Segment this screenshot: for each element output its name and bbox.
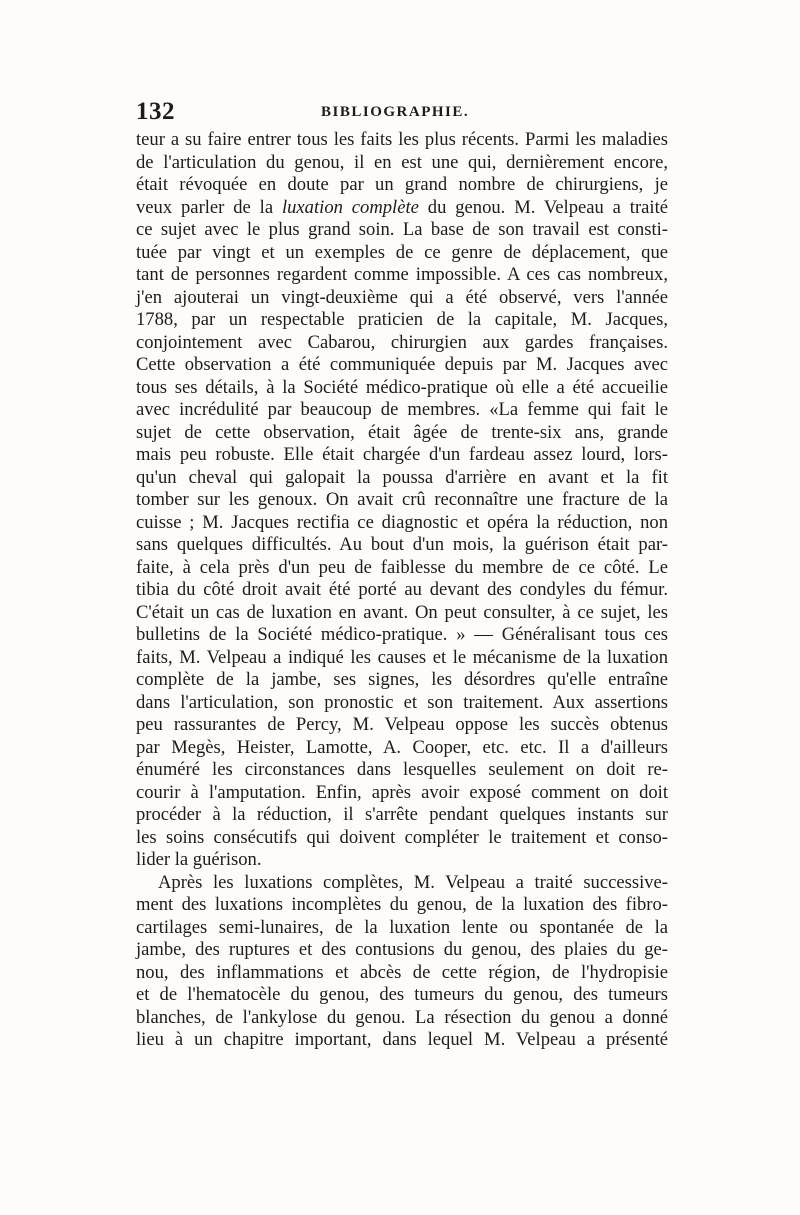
text-line: les soins consécutifs qui doivent compléter le traitement et conso- xyxy=(136,826,668,848)
text-segment: veux parler de la xyxy=(136,196,274,218)
text-line: dans l'articulation, son pronostic et son traitement. Aux assertions xyxy=(136,691,668,713)
text-line: tant de personnes regardent comme impossible. A ces cas nombreux, xyxy=(136,264,668,285)
text-line: ment des luxations incomplètes du genou, de la luxation des fibro- xyxy=(136,894,668,915)
text-line: par Megès, Heister, Lamotte, A. Cooper, etc. etc. Il a d'ailleurs xyxy=(136,736,668,758)
text-line: tibia du côté droit avait été porté au devant des condyles du fémur. xyxy=(136,579,668,600)
page-number: 132 xyxy=(136,98,175,125)
text-line: cuisse ; M. Jacques rectifia ce diagnostic et opéra la réduction, non xyxy=(136,511,668,533)
text-line: conjointement avec Cabarou, chirurgien aux gardes françaises. xyxy=(136,331,668,353)
text-line: sans quelques difficultés. Au bout d'un mois, la guérison était par- xyxy=(136,534,668,555)
text-line: ce sujet avec le plus grand soin. La base de son travail est consti- xyxy=(136,219,668,240)
text-line: lieu à un chapitre important, dans lequel M. Velpeau a présenté xyxy=(136,1029,668,1050)
text-line: était révoquée en doute par un grand nombre de chirurgiens, je xyxy=(136,174,668,195)
text-line: faite, à cela près d'un peu de faiblesse du membre de ce côté. Le xyxy=(136,556,668,578)
text-line xyxy=(136,197,668,220)
text-line: sujet de cette observation, était âgée de trente-six ans, grande xyxy=(136,421,668,443)
text-line: nou, des inflammations et abcès de cette région, de l'hydropisie xyxy=(136,961,668,983)
text-line: lider la guérison. xyxy=(136,849,262,870)
text-line: courir à l'amputation. Enfin, après avoir exposé comment on doit xyxy=(136,781,668,803)
running-head: BIBLIOGRAPHIE. xyxy=(321,104,470,120)
text-line: bulletins de la Société médico-pratique. » — Généralisant tous ces xyxy=(136,624,668,645)
body-text xyxy=(136,129,668,1052)
text-line: peu rassurantes de Percy, M. Velpeau oppose les succès obtenus xyxy=(136,714,668,735)
text-line: j'en ajouterai un vingt-deuxième qui a été observé, vers l'année xyxy=(136,286,668,308)
text-segment: du genou. M. Velpeau a traité xyxy=(427,196,668,218)
text-line: et de l'hematocèle du genou, des tumeurs du genou, des tumeurs xyxy=(136,984,668,1005)
text-line: tomber sur les genoux. On avait crû reconnaître une fracture de la xyxy=(136,489,668,510)
text-line: qu'un cheval qui galopait la poussa d'arrière en avant et la fit xyxy=(136,466,668,488)
text-line: mais peu robuste. Elle était chargée d'un fardeau assez lourd, lors- xyxy=(136,444,668,465)
text-line: cartilages semi-lunaires, de la luxation lente ou spontanée de la xyxy=(136,916,668,938)
text-line: faits, M. Velpeau a indiqué les causes et le mécanisme de la luxation xyxy=(136,646,668,668)
text-line: C'était un cas de luxation en avant. On peut consulter, à ce sujet, les xyxy=(136,601,668,623)
text-line: avec incrédulité par beaucoup de membres. «La femme qui fait le xyxy=(136,399,668,420)
italic-term: luxation complète xyxy=(281,196,419,218)
text-line: jambe, des ruptures et des contusions du genou, des plaies du ge- xyxy=(136,939,668,960)
text-line: 1788, par un respectable praticien de la capitale, M. Jacques, xyxy=(136,309,668,330)
text-line: tous ses détails, à la Société médico-pratique où elle a été accueilie xyxy=(136,376,668,398)
text-line: de l'articulation du genou, il en est une qui, dernièrement encore, xyxy=(136,151,668,173)
text-line: Après les luxations complètes, M. Velpeau a traité successive- xyxy=(158,871,668,893)
text-line: blanches, de l'ankylose du genou. La résection du genou a donné xyxy=(136,1006,668,1028)
text-line: teur a su faire entrer tous les faits les plus récents. Parmi les maladies xyxy=(136,129,668,150)
text-line: énuméré les circonstances dans lesquelles seulement on doit re- xyxy=(136,759,668,780)
text-line: procéder à la réduction, il s'arrête pendant quelques instants sur xyxy=(136,804,668,825)
text-line: complète de la jambe, ses signes, les désordres qu'elle entraîne xyxy=(136,669,668,690)
page-header xyxy=(136,98,666,128)
text-line: tuée par vingt et un exemples de ce genre de déplacement, que xyxy=(136,241,668,263)
text-line: Cette observation a été communiquée depuis par M. Jacques avec xyxy=(136,354,668,375)
